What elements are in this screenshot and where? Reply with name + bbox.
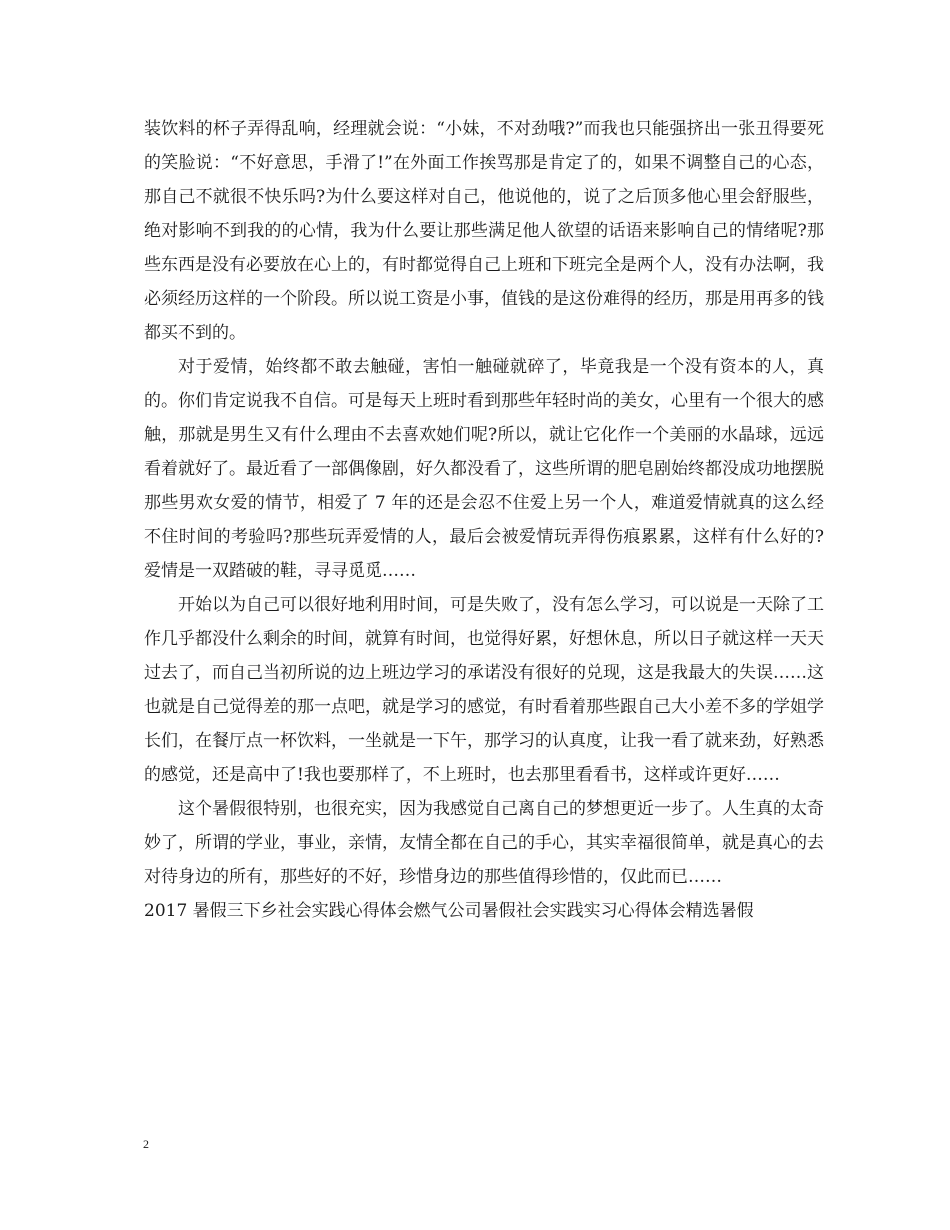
- page-number: 2: [143, 1137, 149, 1151]
- paragraph-3: 开始以为自己可以很好地利用时间，可是失败了，没有怎么学习，可以说是一天除了工作几乎都没什么剩余的时间，就算有时间，也觉得好累，好想休息，所以日子就这样一天天过去了，而自己当初所说的边上班边学习的承诺没有很好的兑现，这是我最大的失误……这也就是自己觉得差的那一点吧，就是学习的感觉，有时看着那些跟自己大小差不多的学姐学长们，在餐厅点一杯饮料，一坐就是一下午，那学习的认真度，让我一看了就来劲，好熟悉的感觉，还是高中了!我也要那样了，不上班时，也去那里看看书，这样或许更好……: [144, 595, 824, 785]
- paragraph-4: 这个暑假很特别，也很充实，因为我感觉自己离自己的梦想更近一步了。人生真的太奇妙了，所谓的学业，事业，亲情，友情全都在自己的手心，其实幸福很简单，就是真心的去对待身边的所有，那些好的不好，珍惜身边的那些值得珍惜的，仅此而已……: [144, 799, 824, 887]
- paragraph-2: 对于爱情，始终都不敢去触碰，害怕一触碰就碎了，毕竟我是一个没有资本的人，真的。你们肯定说我不自信。可是每天上班时看到那些年轻时尚的美女，心里有一个很大的感触，那就是男生又有什么理由不去喜欢她们呢?所以，就让它化作一个美丽的水晶球，远远看着就好了。最近看了一部偶像剧，好久都没看了，这些所谓的肥皂剧始终都没成功地摆脱那些男欢女爱的情节，相爱了 7 年的还是会忍不住爱上另一个人，难道爱情就真的这么经不住时间的考验吗?那些玩弄爱情的人，最后会被爱情玩弄得伤痕累累，这样有什么好的?爱情是一双踏破的鞋，寻寻觅觅……: [144, 357, 824, 581]
- document-body: [144, 112, 824, 928]
- related-titles-line: 2017 暑假三下乡社会实践心得体会燃气公司暑假社会实践实习心得体会精选暑假: [144, 901, 754, 921]
- paragraph-1: 装饮料的杯子弄得乱响，经理就会说：“小妹，不对劲哦?”而我也只能强挤出一张丑得要死的笑脸说：“不好意思，手滑了!”在外面工作挨骂那是肯定了的，如果不调整自己的心态，那自己不就很不快乐吗?为什么要这样对自己，他说他的，说了之后顶多他心里会舒服些，绝对影响不到我的的心情，我为什么要让那些满足他人欲望的话语来影响自己的情绪呢?那些东西是没有必要放在心上的，有时都觉得自己上班和下班完全是两个人，没有办法啊，我必须经历这样的一个阶段。所以说工资是小事，值钱的是这份难得的经历，那是用再多的钱都买不到的。: [144, 119, 824, 343]
